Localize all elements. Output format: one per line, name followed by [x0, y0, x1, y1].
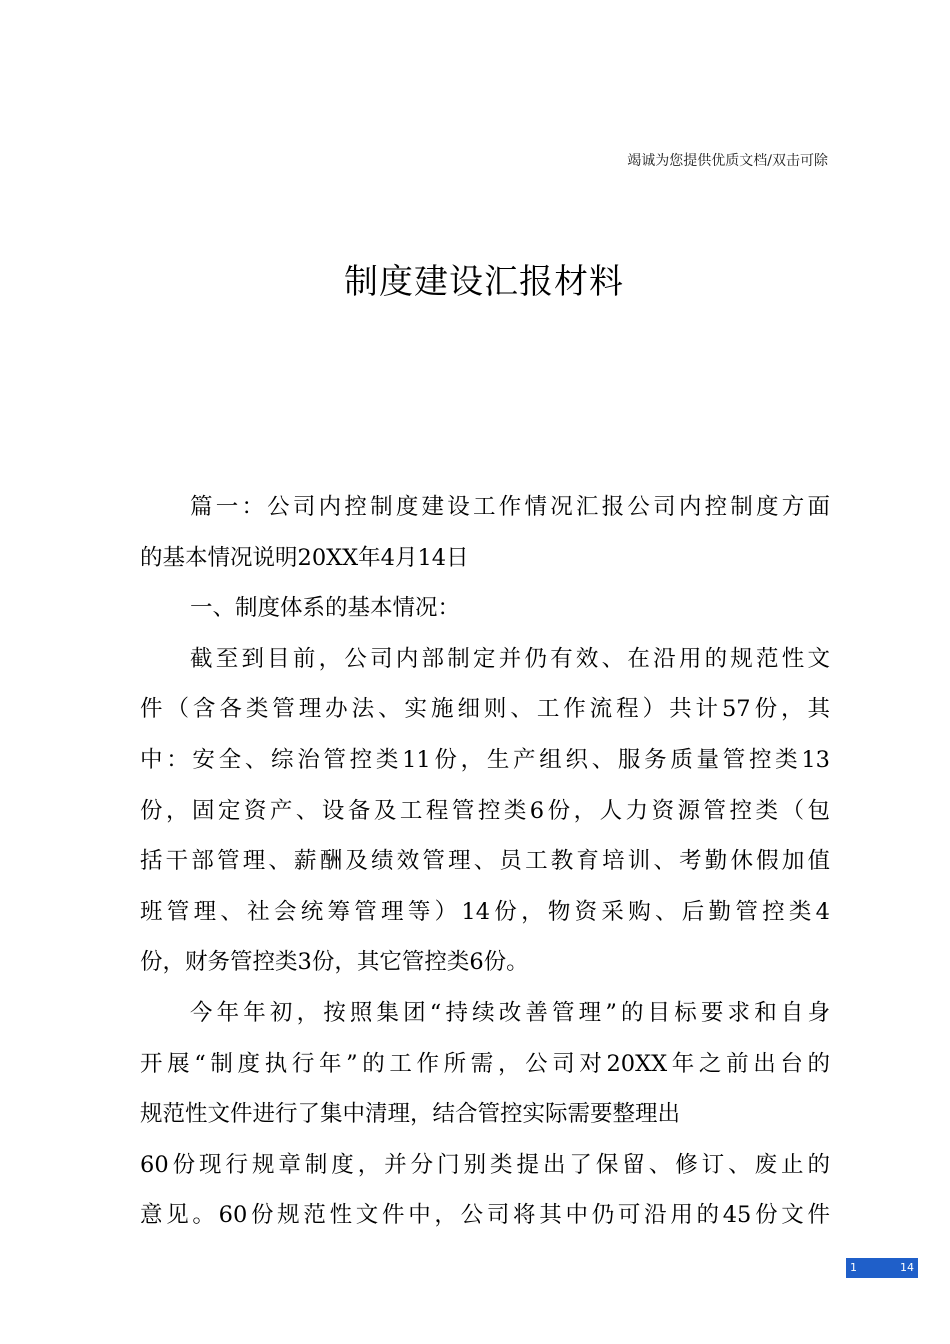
- document-title: 制度建设汇报材料: [344, 262, 624, 302]
- paragraph-line: 意见。60份规范性文件中，公司将其中仍可沿用的45份文件: [140, 1202, 830, 1229]
- header-note: 竭诚为您提供优质文档/双击可除: [627, 153, 828, 169]
- paragraph-line: 截至到目前，公司内部制定并仍有效、在沿用的规范性文: [190, 645, 830, 672]
- paragraph-line: 篇一：公司内控制度建设工作情况汇报公司内控制度方面: [190, 494, 830, 520]
- paragraph-line: 今年年初，按照集团“持续改善管理”的目标要求和自身: [190, 999, 830, 1026]
- paragraph-line: 60份现行规章制度，并分门别类提出了保留、修订、废止的: [140, 1151, 830, 1178]
- page-current: 1: [850, 1261, 857, 1274]
- paragraph-line: 的基本情况说明20XX年4月14日: [140, 544, 469, 571]
- section-heading: 一、制度体系的基本情况：: [190, 595, 461, 622]
- paragraph-line: 括干部管理、薪酬及绩效管理、员工教育培训、考勤休假加值: [140, 848, 830, 875]
- paragraph-line: 件（含各类管理办法、实施细则、工作流程）共计57份，其: [140, 696, 830, 723]
- paragraph-line: 份，固定资产、设备及工程管控类6份，人力资源管控类（包: [140, 797, 830, 824]
- page-total: 14: [900, 1261, 914, 1274]
- paragraph-line: 开展“制度执行年”的工作所需，公司对20XX年之前出台的: [140, 1050, 830, 1077]
- paragraph-line: 规范性文件进行了集中清理，结合管控实际需要整理出: [140, 1101, 681, 1128]
- document-body: [140, 482, 830, 1241]
- page-number-badge: [846, 1258, 918, 1278]
- paragraph-line: 中：安全、综治管控类11份，生产组织、服务质量管控类13: [140, 746, 830, 773]
- paragraph-line: 班管理、社会统筹管理等）14份，物资采购、后勤管控类4: [140, 898, 830, 925]
- paragraph-line: 份，财务管控类3份，其它管控类6份。: [140, 949, 529, 976]
